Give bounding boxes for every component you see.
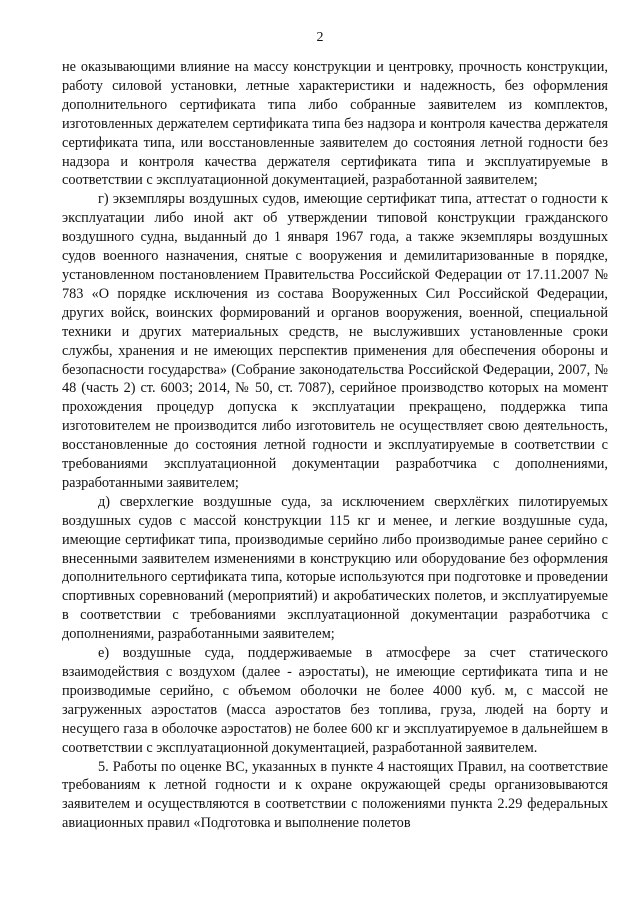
paragraph-item-e: е) воздушные суда, поддерживаемые в атмосфере за счет статического взаимодействия с воздухом (далее - аэростаты), не имеющие сертификата типа и не производимые серийно, с объемом оболочки не более 4000 куб. м, с массой не загруженных аэростатов (масса аэростатов без топлива, груза, людей на борту и несущего газа в оболочке аэростатов) не более 600 кг и эксплуатируемое в дальнейшем в соответствии с эксплуатационной документацией, разработанной заявителем.	[62, 645, 608, 756]
paragraph-item-d: д) сверхлегкие воздушные суда, за исключением сверхлёгких пилотируемых воздушных судов с массой конструкции 115 кг и менее, и легкие воздушные суда, имеющие сертификат типа, производимые серийно либо производимые ранее серийно с внесенными заявителем изменениями в конструкцию или оборудование без оформления дополнительного сертификата типа, которые используются при подготовке и проведении спортивных соревнований (мероприятий) и акробатических полетов, и эксплуатируемые в соответствии с требованиями эксплуатационной документации разработчика с дополнениями, разработанными заявителем;	[62, 493, 608, 643]
paragraph-section-5: 5. Работы по оценке ВС, указанных в пункте 4 настоящих Правил, на соответствие требованиям к летной годности и к охране окружающей среды организовываются заявителем и осуществляются в соответствии с положениями пункта 2.29 федеральных авиационных правил «Подготовка и выполнение полетов	[62, 758, 608, 832]
paragraph-item-g: г) экземпляры воздушных судов, имеющие сертификат типа, аттестат о годности к эксплуатации либо иной акт об утверждении типовой конструкции гражданского воздушного судна, выданный до 1 января 1967 года, а также экземпляры воздушных судов военного назначения, снятые с вооружения и демилитаризованные в порядке, установленном постановлением Правительства Российской Федерации от 17.11.2007 № 783 «О порядке исключения из состава Вооруженных Сил Российской Федерации, других войск, воинских формирований и органов вооружения, военной, специальной техники и других материальных средств, не выслуживших установленные сроки службы, хранения и не имеющих перспектив применения для обеспечения обороны и безопасности государства» (Собрание законодательства Российской Федерации, 2007, № 48 (часть 2) ст. 6003; 2014, № 50, ст. 7087), серийное производство которых на момент прохождения процедур допуска к эксплуатации прекращено, поддержка типа изготовителем не производится либо изготовитель не осуществляет свою деятельность, восстановленные до состояния летной годности и эксплуатируемые в соответствии с требованиями эксплуатационной документации разработчика с дополнениями, разработанными заявителем;	[62, 191, 608, 491]
paragraph-continuation: не оказывающими влияние на массу конструкции и центровку, прочность конструкции, работу силовой установки, летные характеристики и надежность, без оформления дополнительного сертификата типа либо собранные заявителем из комплектов, изготовленных держателем сертификата типа без надзора и контроля качества держателя сертификата типа, или восстановленные заявителем до состояния летной годности без надзора и контроля качества держателя сертификата типа и эксплуатируемые в соответствии с эксплуатационной документацией, разработанной заявителем;	[62, 59, 608, 189]
document-body	[62, 58, 608, 833]
page-number: 2	[316, 30, 324, 45]
